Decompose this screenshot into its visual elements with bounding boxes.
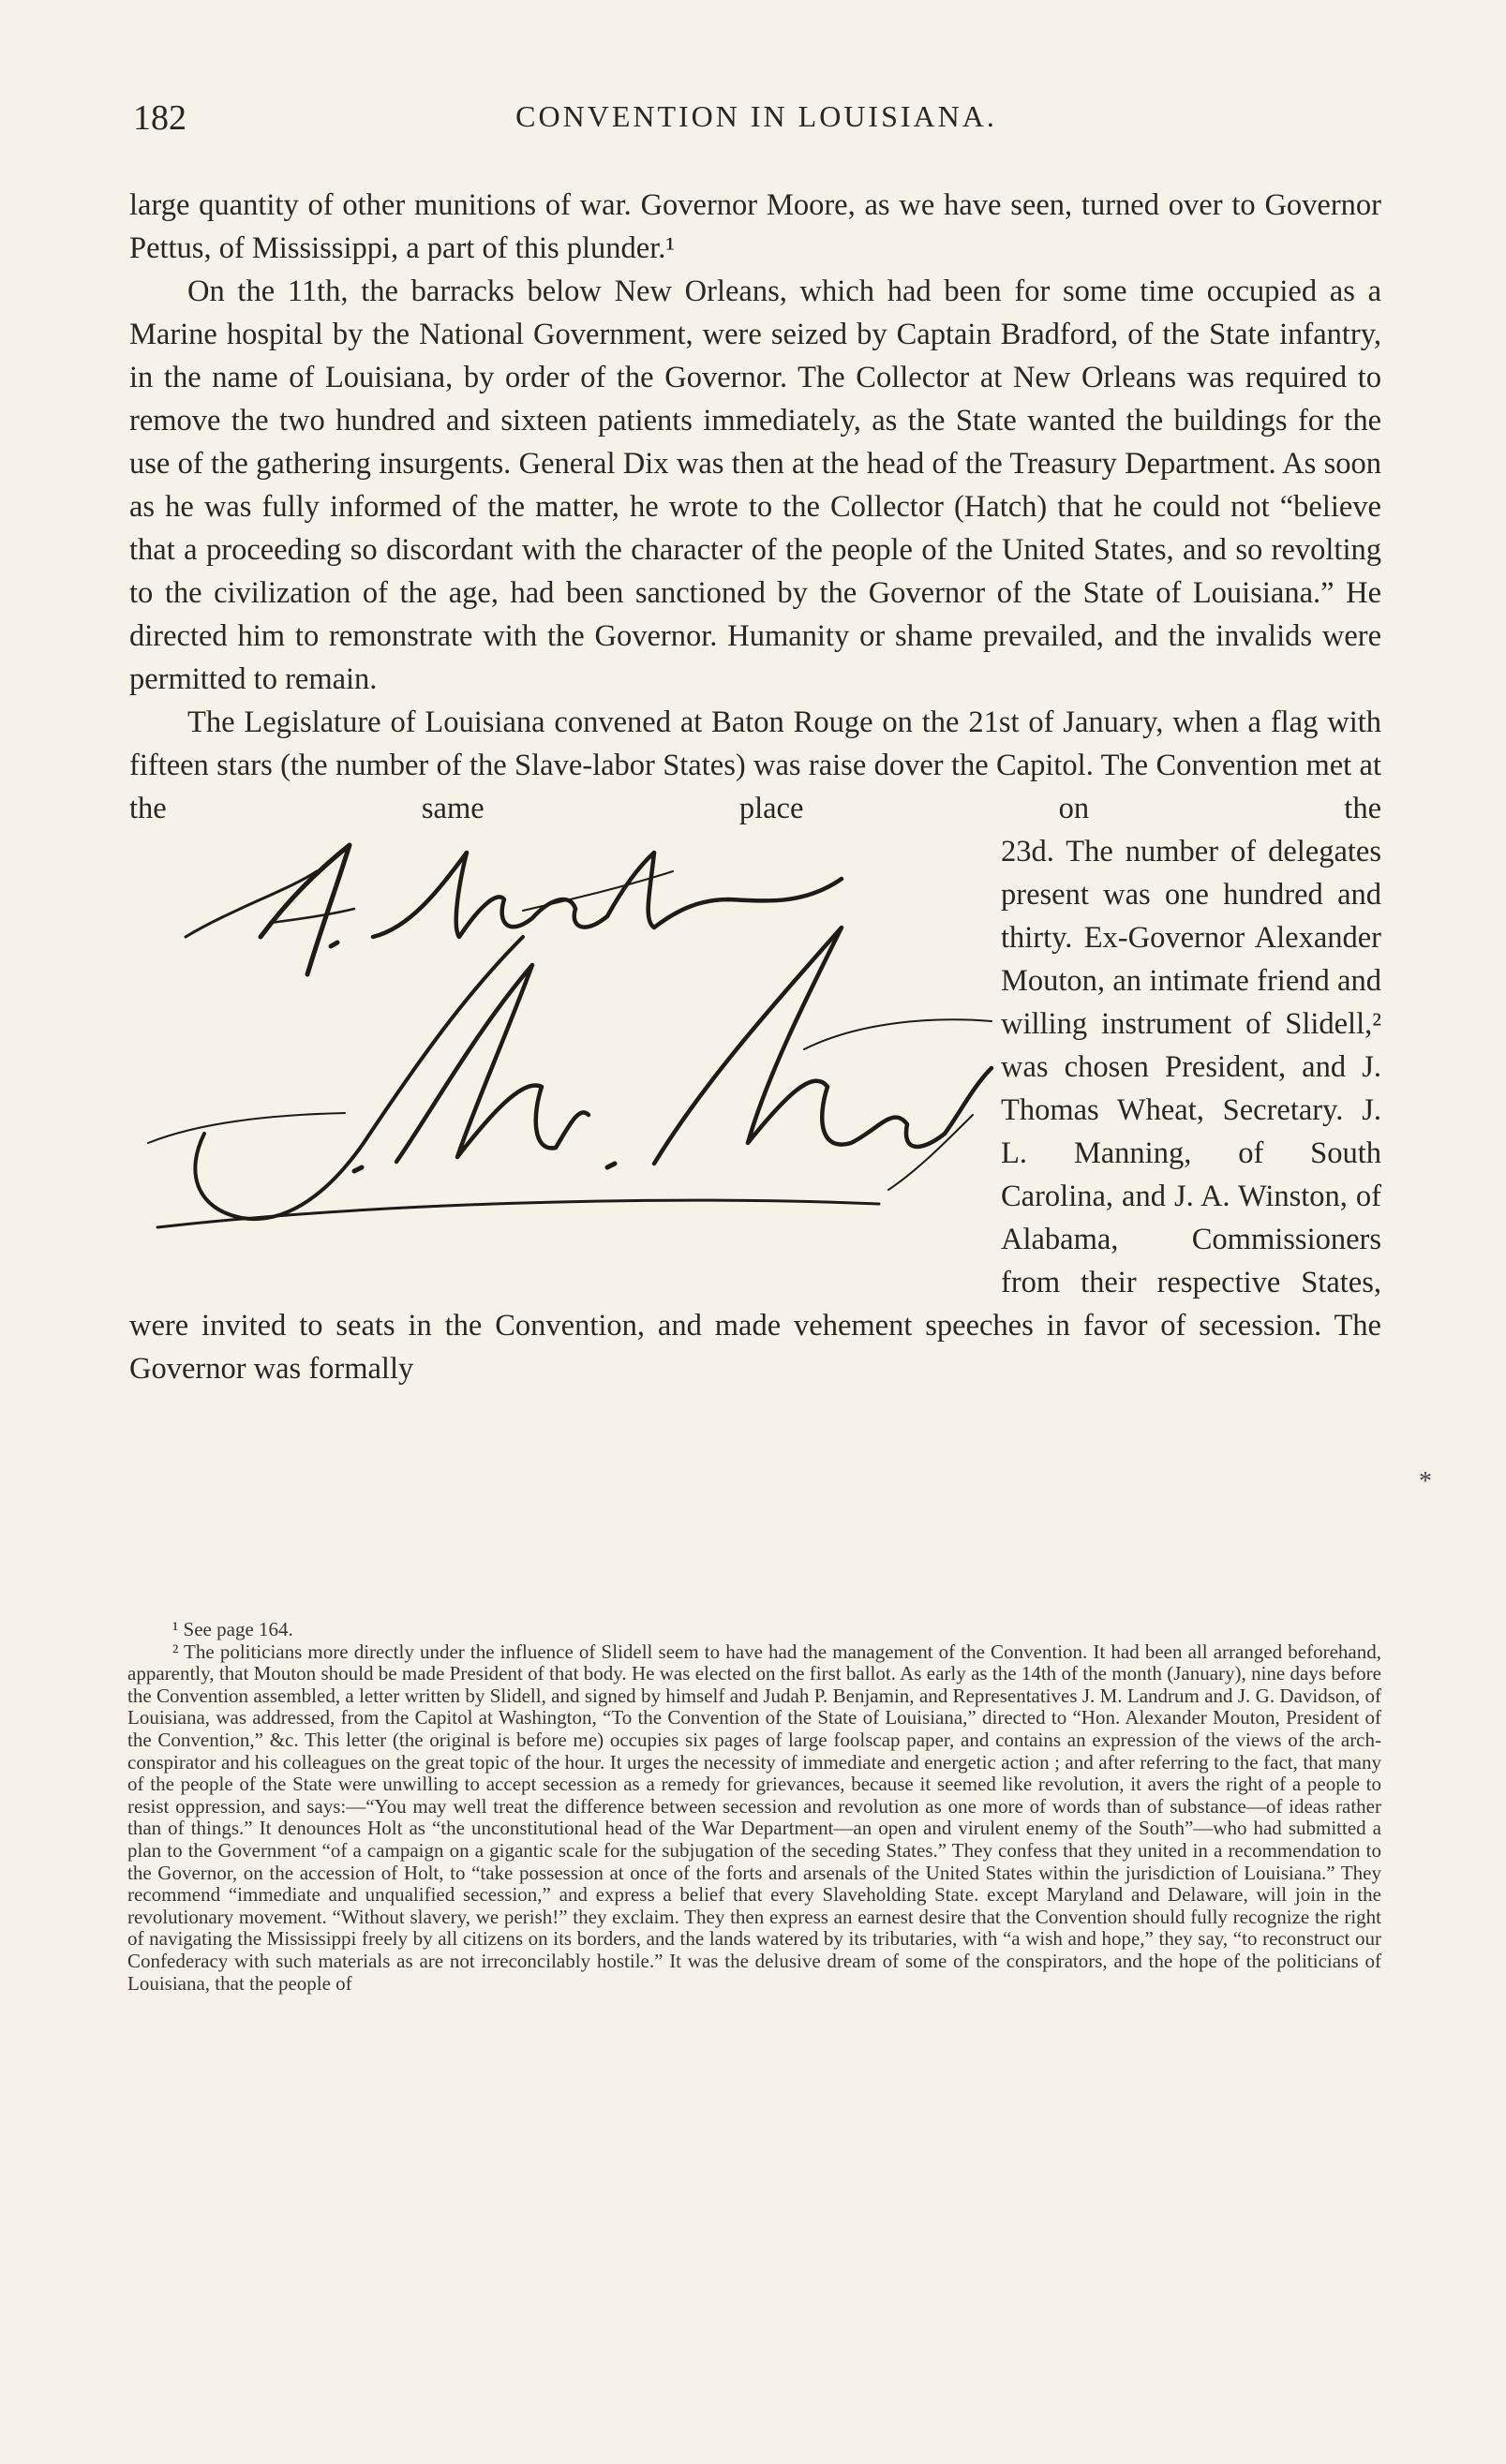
signatures-image <box>129 834 1001 1263</box>
running-title: CONVENTION IN LOUISIANA. <box>515 99 997 133</box>
page-header <box>133 97 1379 144</box>
body-text <box>129 184 1381 1390</box>
signatures-facsimile <box>129 834 1001 1263</box>
page-number: 182 <box>133 98 186 138</box>
paragraph-3-lead: The Legislature of Louisiana convened at Baton Rouge on the 21st of January, when a flag with fifteen stars (the number of the Slave-labor States) was raise dover the Capitol. The Convention met at the same place on the <box>129 705 1381 825</box>
footnote-2: ² The politicians more directly under the influence of Slidell seem to have had the management of the Convention. It had been all arranged beforehand, apparently, that Mouton should be made President of that body. He was elected on the first ballot. As early as the 14th of the month (January), nine days before the Convention assembled, a letter written by Slidell, and signed by himself and Judah P. Benjamin, and Representatives J. M. Landrum and J. G. Davidson, of Louisiana, was addressed, from the Capitol at Washington, “To the Convention of the State of Louisiana,” directed to “Hon. Alexander Mouton, President of the Convention,” &c. This letter (the original is before me) occupies six pages of large foolscap paper, and contains an expression of the views of the arch-conspirator and his colleagues on the great topic of the hour. It urges the necessity of immediate and energetic action ; and after referring to the fact, that many of the people of the State were unwilling to accept secession as a remedy for grievances, because it seemed like revolution, it avers the right of a people to resist oppression, and says:—“You may well treat the difference between secession and revolution as one more of words than of substance—of ideas rather than of things.” It denounces Holt as “the unconstitutional head of the War Department—an open and virulent enemy of the South”—who had submitted a plan to the Government “of a campaign on a gigantic scale for the subjugation of the seceding States.” They confess that they united in a recommendation to the Governor, on the accession of Holt, to “take possession at once of the forts and arsenals of the United States within the jurisdiction of Louisiana.” They recommend “immediate and unqualified secession,” and express a belief that every Slaveholding State. except Maryland and Delaware, will join in the revolutionary movement. “Without slavery, we perish!” they exclaim. They then express an earnest desire that the Convention should fully recognize the right of navigating the Mississippi freely by all citizens on its borders, and the lands watered by its tributaries, with “a wish and hope,” they say, “to reconstruct our Confederacy with such materials as are not irreconcilably hostile.” It was the delusive dream of some of the conspirators, and the hope of the politicians of Louisiana, that the people of <box>127 1640 1381 1995</box>
footnote-1: ¹ See page 164. <box>172 1618 293 1640</box>
paragraph-2: On the 11th, the barracks below New Orleans, which had been for some time occupied as a Marine hospital by the National Government, were seized by Captain Bradford, of the State infantry, in the name of Louisiana, by order of the Governor. The Collector at New Orleans was required to remove the two hundred and sixteen patients immediately, as the State wanted the buildings for the use of the gathering insurgents. General Dix was then at the head of the Treasury Department. As soon as he was fully informed of the matter, he wrote to the Collector (Hatch) that he could not “believe that a proceeding so discordant with the character of the people of the United States, and so revolting to the civilization of the age, had been sanctioned by the Governor of the State of Louisiana.” He directed him to remonstrate with the Governor. Humanity or shame prevailed, and the invalids were permitted to remain. <box>129 275 1381 696</box>
paragraph-1: large quantity of other munitions of war. Governor Moore, as we have seen, turned over to Governor Pettus, of Mississippi, a part of this plunder.¹ <box>129 188 1381 265</box>
paragraph-3-wrap: 23d. The number of delegates present was one hundred and thirty. Ex-Governor Alexander Mouton, an intimate friend and willing instrument of Slidell,² was chosen President, and J. Thomas Wheat, Secretary. J. L. Manning, of South Carolina, and J. A. Winston, of Alabama, Commissioners from their respective States, were invited to seats in the Convention, and made vehement speeches in favor of secession. The Governor was formally <box>129 835 1381 1386</box>
footnotes <box>127 1619 1381 1995</box>
margin-mark: * <box>1419 1467 1432 1496</box>
